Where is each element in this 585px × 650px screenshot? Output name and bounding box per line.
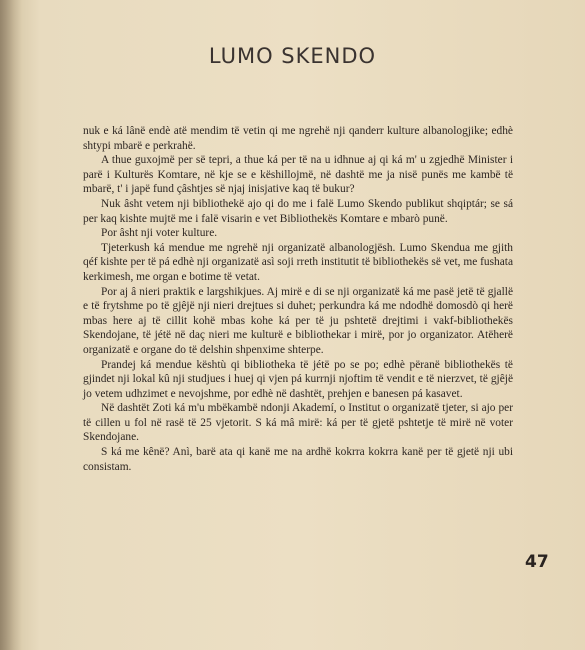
- paragraph: Në dashtët Zoti ká m'u mbëkambë ndonji Akademí, o Institut o organizatë tjeter, si ajo per të cillen u fol në rasë të 25 vjetorit. S ká mâ mirë: ká per të gjetë pshtetje të mirë në voter Skendojane.: [83, 402, 513, 444]
- paragraph: Nuk âsht vetem nji bibliothekë ajo qi do me i falë Lumo Skendo publikut shqiptár; se sá per kaq kishte mujtë me i falë visarin e vet Bibliothekës Komtare e mbarò punë.: [83, 197, 513, 225]
- paragraph: nuk e ká lânë endè atë mendim të vetin qi me ngrehë nji qanderr kulture albanologjike; edhè shtypi mbarë e perkrahë.: [83, 125, 513, 152]
- paragraph: Prandej ká mendue kështù qi bibliotheka të jétë po se po; edhè përanë bibliothekës të gjindet nji lokal kû nji studjues i huej qi vjen pá kurrnji njoftim të vendit e të nierzvet, të gjêjë jo vetem udhzimet e nevojshme, por edhè në dashtët, prehjen e banesen pá kasavet.: [83, 358, 513, 400]
- paragraph: A thue guxojmë per së tepri, a thue ká per të na u idhnue aj qi ká m' u zgjedhë Minister i parë i Kulturës Komtare, në kje se e këshillojmë, në dashtë me ja nisë punës me kambë të mbarë, t' i japë fund çâshtjes së njaj inisjative kaq të bukur?: [83, 154, 513, 196]
- paragraph: Tjeterkush ká mendue me ngrehë nji organizatë albanologjësh. Lumo Skendua me gjith qéf kishte per të pá edhè nji organizatë asì soji rreth institutit të bibliothekës së vet, me fushata kerkimesh, me organ e botime të vetat.: [83, 241, 513, 283]
- paragraph: Por aj â nieri praktik e largshikjues. Aj mirë e di se nji organizatë ká me pasë jetë të gjallë e të frytshme po të gjêjë nji nieri drejtues si duhet; perkundra ká me ndodhë domosdò qi herë mbas here aj të cillit kohë mbas kohe ká per të ju pshtetë drejtimi i vakf-bibliothekës Skendojane, të jétë në daç nieri me kulturë e bibliothekar i mirë, por jo organizator. Atëherë organizatë e organe do të delshin shpenxime shterpe.: [83, 285, 513, 356]
- page-number: 47: [525, 552, 549, 572]
- paragraph: Por âsht nji voter kulture.: [101, 227, 218, 240]
- paragraph: S ká me kênë? Anì, barë ata qi kanë me na ardhë kokrra kokrra kanë per të gjetë nji ubi consistam.: [83, 446, 513, 473]
- running-head: LUMO SKENDO: [208, 44, 377, 68]
- body-text: [83, 124, 513, 474]
- gutter-shadow: [0, 0, 22, 650]
